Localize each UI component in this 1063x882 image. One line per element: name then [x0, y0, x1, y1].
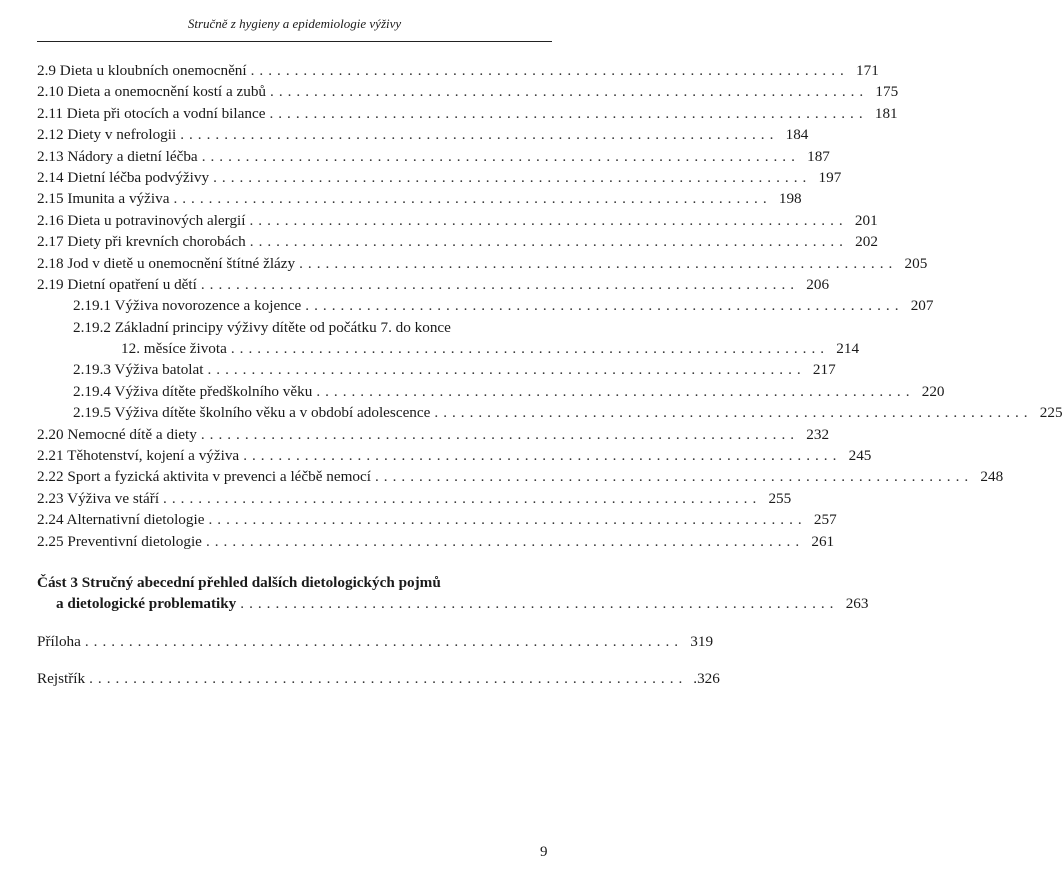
- page-number: 202: [855, 233, 878, 251]
- leader-dots: ....................................................................: [249, 233, 848, 251]
- toc-entry-2-9[interactable]: 2.9 Dieta u kloubních onemocnění .................................................................... 171: [37, 60, 552, 81]
- page-folio: 9: [540, 844, 548, 860]
- page-number: 206: [806, 275, 830, 293]
- leader-dots: ....................................................................: [200, 425, 800, 443]
- page-number: 187: [807, 147, 830, 165]
- leader-dots: ....................................................................: [270, 83, 869, 101]
- page-number: 198: [778, 190, 802, 208]
- toc-entry-appendix[interactable]: Příloha .................................................................... 319: [37, 631, 552, 652]
- page-number: 255: [768, 489, 792, 507]
- toc-entry-2-16[interactable]: 2.16 Dieta u potravinových alergií .................................................................... 201: [37, 210, 552, 231]
- leader-dots: ....................................................................: [208, 511, 807, 529]
- toc-entry-2-21[interactable]: 2.21 Těhotenství, kojení a výživa .................................................................... 245: [37, 445, 552, 466]
- page-number: 319: [690, 632, 714, 650]
- toc-entry-2-19-2-line1[interactable]: 2.19.2 Základní principy výživy dítěte od počátku 7. do konce: [73, 318, 451, 336]
- toc-entry-2-19-4[interactable]: 2.19.4 Výživa dítěte předškolního věku .................................................................... 220: [37, 381, 552, 402]
- page-number: 225: [1039, 404, 1063, 422]
- page-number: 214: [836, 340, 860, 358]
- leader-dots: ....................................................................: [201, 147, 800, 165]
- leader-dots: ....................................................................: [173, 190, 772, 208]
- leader-dots: ....................................................................: [250, 62, 849, 79]
- leader-dots: ....................................................................: [316, 382, 915, 400]
- leader-dots: ....................................................................: [89, 670, 688, 688]
- toc-entry-2-15[interactable]: 2.15 Imunita a výživa .................................................................... 198: [37, 188, 552, 209]
- toc-entry-2-25[interactable]: 2.25 Preventivní dietologie .................................................................... 261: [37, 531, 552, 552]
- toc-entry-2-19-2-line2[interactable]: 12. měsíce života .................................................................... 214: [37, 338, 552, 359]
- page-number: 181: [874, 104, 898, 122]
- toc-entry-2-17[interactable]: 2.17 Diety při krevních chorobách .................................................................... 202: [37, 231, 552, 252]
- page-number: 175: [875, 83, 899, 101]
- toc-entry-part3-line1[interactable]: Část 3 Stručný abecední přehled dalších dietologických pojmů: [37, 573, 441, 591]
- toc-entry-2-19[interactable]: 2.19 Dietní opatření u dětí .................................................................... 206: [37, 274, 552, 295]
- page-number: 245: [848, 447, 872, 465]
- page-number: 184: [785, 126, 809, 144]
- toc-entry-2-19-3[interactable]: 2.19.3 Výživa batolat .................................................................... 217: [37, 359, 552, 380]
- leader-dots: ....................................................................: [163, 489, 762, 507]
- leader-dots: ....................................................................: [213, 168, 812, 186]
- toc-entry-2-22[interactable]: 2.22 Sport a fyzická aktivita v prevenci a léčbě nemocí .................................................................... 248: [37, 466, 552, 487]
- leader-dots: ....................................................................: [375, 468, 974, 486]
- page-number: 197: [818, 168, 842, 186]
- leader-dots: ....................................................................: [207, 361, 806, 379]
- page-number: 263: [845, 595, 869, 613]
- spacer: [37, 552, 552, 572]
- leader-dots: ....................................................................: [269, 104, 868, 122]
- toc-entry-2-19-5[interactable]: 2.19.5 Výživa dítěte školního věku a v období adolescence .................................................................... 225: [37, 402, 552, 423]
- spacer: [37, 615, 552, 631]
- leader-dots: ....................................................................: [230, 340, 830, 358]
- leader-dots: ....................................................................: [205, 532, 805, 550]
- toc-entry-2-12[interactable]: 2.12 Diety v nefrologii .................................................................... 184: [37, 124, 552, 145]
- page-number: 220: [921, 382, 945, 400]
- toc-entry-index[interactable]: Rejstřík .................................................................... .326: [37, 668, 552, 689]
- toc-entry-part3-line2[interactable]: a dietologické problematiky .................................................................... 263: [37, 593, 552, 614]
- page-number: 232: [806, 425, 830, 443]
- page-number: 171: [856, 62, 879, 79]
- running-header: Stručně z hygieny a epidemiologie výživy: [187, 16, 402, 31]
- leader-dots: ....................................................................: [249, 211, 848, 229]
- page-number: 248: [980, 468, 1004, 486]
- toc-entry-2-10[interactable]: 2.10 Dieta a onemocnění kostí a zubů .................................................................... 175: [37, 81, 552, 102]
- toc-entry-2-14[interactable]: 2.14 Dietní léčba podvýživy .................................................................... 197: [37, 167, 552, 188]
- spacer: [37, 652, 552, 668]
- leader-dots: ....................................................................: [240, 595, 839, 613]
- header-rule: [37, 41, 552, 42]
- page-number: 205: [904, 254, 928, 272]
- leader-dots: ....................................................................: [299, 254, 898, 272]
- table-of-contents: [37, 60, 1063, 690]
- page-number: .326: [693, 670, 720, 688]
- leader-dots: ....................................................................: [243, 447, 842, 465]
- page-number: 217: [812, 361, 836, 379]
- toc-entry-2-11[interactable]: 2.11 Dieta při otocích a vodní bilance .................................................................... 181: [37, 103, 552, 124]
- toc-entry-2-19-1[interactable]: 2.19.1 Výživa novorozence a kojence .................................................................... 207: [37, 295, 552, 316]
- page-number: 207: [910, 297, 934, 315]
- leader-dots: ....................................................................: [180, 126, 779, 144]
- page-number: 201: [854, 211, 878, 229]
- leader-dots: ....................................................................: [200, 275, 800, 293]
- page-number: 257: [813, 511, 837, 529]
- toc-entry-2-24[interactable]: 2.24 Alternativní dietologie .................................................................... 257: [37, 509, 552, 530]
- toc-entry-2-18[interactable]: 2.18 Jod v dietě u onemocnění štítné žlázy .................................................................... 205: [37, 253, 552, 274]
- toc-entry-2-20[interactable]: 2.20 Nemocné dítě a diety .................................................................... 232: [37, 424, 552, 445]
- toc-entry-2-13[interactable]: 2.13 Nádory a dietní léčba .................................................................... 187: [37, 146, 552, 167]
- page-number: 261: [811, 532, 835, 550]
- leader-dots: ....................................................................: [84, 632, 684, 650]
- leader-dots: ....................................................................: [305, 297, 904, 315]
- toc-entry-2-23[interactable]: 2.23 Výživa ve stáří .................................................................... 255: [37, 488, 552, 509]
- leader-dots: ....................................................................: [434, 404, 1033, 422]
